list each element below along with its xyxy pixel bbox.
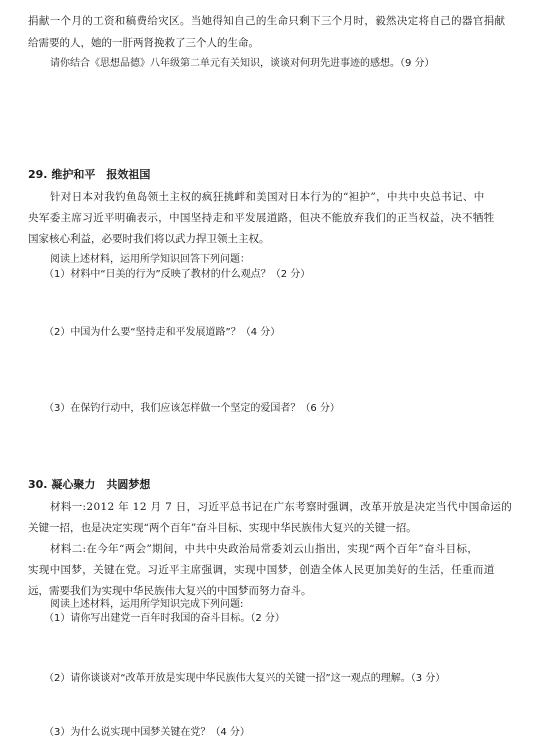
q29-subquestion-2: （2）中国为什么要“坚持走和平发展道路”？（4 分） (44, 327, 281, 338)
q30-material-2-line-1: 材料二:在今年“两会”期间，中共中央政治局常委刘云山指出，实现“两个百年”奋斗目标， (50, 543, 479, 555)
intro-question: 请你结合《思想品德》八年级第二单元有关知识，谈谈对何玥先进事迹的感想。（9 分） (50, 58, 435, 69)
intro-line-2: 给需要的人，她的一肝两肾挽救了三个人的生命。 (28, 37, 259, 49)
q30-material-2-line-3: 远，需要我们为实现中华民族伟大复兴的中国梦而努力奋斗。 (28, 585, 312, 597)
q29-paragraph-line-1: 针对日本对我钓鱼岛领土主权的疯狂挑衅和美国对日本行为的“袒护”，中共中央总书记、中 (50, 191, 485, 203)
q30-title: 30. 凝心聚力 共圆梦想 (28, 478, 151, 491)
q30-material-1-line-1: 材料一:2012 年 12 月 7 日，习近平总书记在广东考察时强调，改革开放是决定当代中国命运的 (50, 501, 513, 513)
q29-subquestion-3: （3）在保钓行动中，我们应该怎样做一个坚定的爱国者？（6 分） (44, 403, 340, 414)
q30-material-2-line-2: 实现中国梦，关键在党。习近平主席强调，实现中国梦，创造全体人民更加美好的生活，任重而道 (28, 564, 495, 576)
q29-subquestion-1: （1）材料中“日美的行为”反映了教材的什么观点？（2 分） (44, 269, 311, 280)
q29-paragraph-line-3: 国家核心利益，必要时我们将以武力捍卫领土主权。 (28, 233, 270, 245)
q30-subquestion-2: （2）请你谈谈对“改革开放是实现中华民族伟大复兴的关键一招”这一观点的理解。（3 分） (44, 673, 446, 684)
q30-subquestion-1: （1）请你写出建党一百年时我国的奋斗目标。（2 分） (44, 613, 285, 624)
q29-instruction: 阅读上述材料，运用所学知识回答下列问题： (50, 254, 250, 265)
q29-paragraph-line-2: 央军委主席习近平明确表示，中国坚持走和平发展道路，但决不能放弃我们的正当权益，决不牺牲 (28, 212, 495, 224)
q30-instruction: 阅读上述材料，运用所学知识完成下列问题: (50, 599, 244, 610)
q30-material-1-line-2: 关键一招，也是决定实现“两个百年”奋斗目标、实现中华民族伟大复兴的关键一招。 (28, 522, 417, 534)
q30-subquestion-3: （3）为什么说实现中国梦关键在党？（4 分） (44, 727, 250, 738)
intro-line-1: 捐献一个月的工资和稿费给灾区。当她得知自己的生命只剩下三个月时，毅然决定将自己的器官捐献 (28, 15, 506, 27)
q29-title: 29. 维护和平 报效祖国 (28, 168, 151, 181)
